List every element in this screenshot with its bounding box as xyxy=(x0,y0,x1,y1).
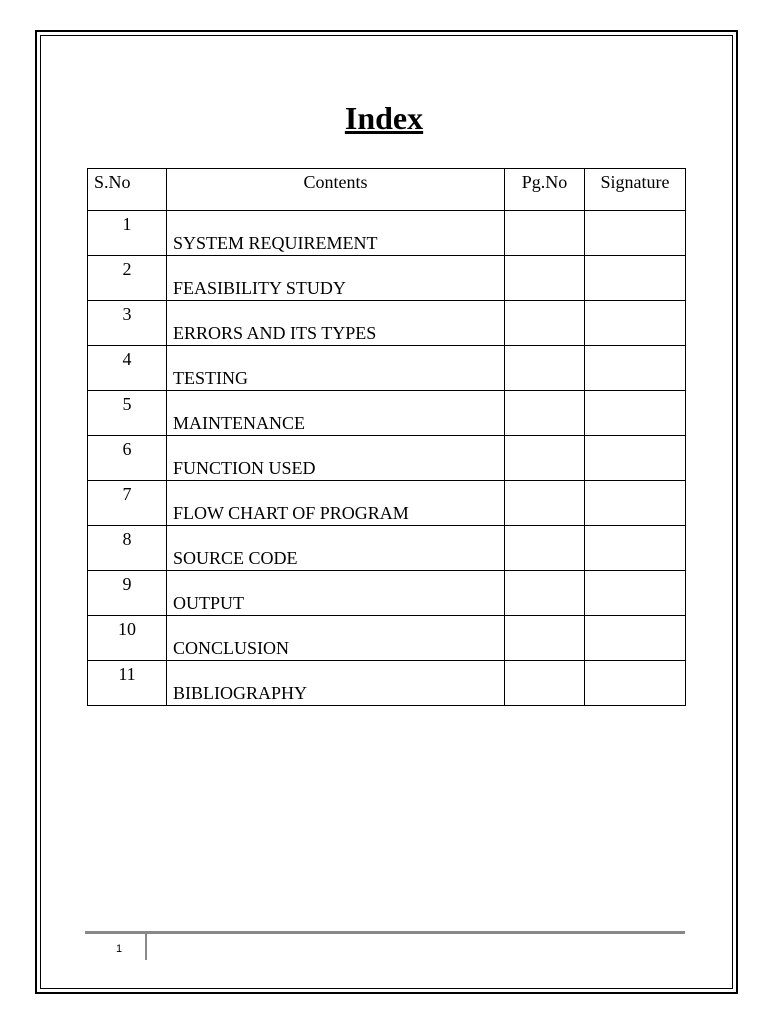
row-pgno xyxy=(505,616,585,661)
table-row xyxy=(88,481,686,526)
row-content: SYSTEM REQUIREMENT xyxy=(167,211,505,256)
row-sno: 11 xyxy=(88,661,167,706)
row-sno: 6 xyxy=(88,436,167,481)
row-signature xyxy=(585,571,686,616)
row-signature xyxy=(585,526,686,571)
row-signature xyxy=(585,616,686,661)
footer-divider xyxy=(145,934,147,960)
row-pgno xyxy=(505,436,585,481)
row-signature xyxy=(585,481,686,526)
table-row xyxy=(88,526,686,571)
table-row xyxy=(88,436,686,481)
row-sno: 8 xyxy=(88,526,167,571)
page-number: 1 xyxy=(116,943,123,955)
row-sno: 7 xyxy=(88,481,167,526)
row-pgno xyxy=(505,391,585,436)
table-row xyxy=(88,571,686,616)
row-content: CONCLUSION xyxy=(167,616,505,661)
table-row xyxy=(88,616,686,661)
row-signature xyxy=(585,211,686,256)
row-signature xyxy=(585,346,686,391)
row-content: ERRORS AND ITS TYPES xyxy=(167,301,505,346)
row-sno: 10 xyxy=(88,616,167,661)
table-row xyxy=(88,256,686,301)
header-sno: S.No xyxy=(88,169,167,211)
row-sno: 4 xyxy=(88,346,167,391)
page-title: Index xyxy=(344,100,424,136)
footer-rule xyxy=(85,931,685,934)
row-pgno xyxy=(505,481,585,526)
row-sno: 5 xyxy=(88,391,167,436)
row-pgno xyxy=(505,256,585,301)
row-pgno xyxy=(505,346,585,391)
row-content: MAINTENANCE xyxy=(167,391,505,436)
table-row xyxy=(88,391,686,436)
row-content: FUNCTION USED xyxy=(167,436,505,481)
row-pgno xyxy=(505,526,585,571)
row-sno: 2 xyxy=(88,256,167,301)
row-content: OUTPUT xyxy=(167,571,505,616)
table-row xyxy=(88,661,686,706)
row-content: SOURCE CODE xyxy=(167,526,505,571)
row-signature xyxy=(585,256,686,301)
row-sno: 1 xyxy=(88,211,167,256)
table-header-row xyxy=(88,169,686,211)
row-signature xyxy=(585,391,686,436)
header-contents: Contents xyxy=(167,169,505,211)
row-pgno xyxy=(505,661,585,706)
row-content: BIBLIOGRAPHY xyxy=(167,661,505,706)
header-pgno: Pg.No xyxy=(505,169,585,211)
row-pgno xyxy=(505,211,585,256)
row-content: FEASIBILITY STUDY xyxy=(167,256,505,301)
row-signature xyxy=(585,301,686,346)
row-sno: 3 xyxy=(88,301,167,346)
row-signature xyxy=(585,661,686,706)
header-signature: Signature xyxy=(585,169,686,211)
index-table xyxy=(87,168,686,706)
row-content: TESTING xyxy=(167,346,505,391)
table-row xyxy=(88,211,686,256)
row-pgno xyxy=(505,301,585,346)
row-sno: 9 xyxy=(88,571,167,616)
table-row xyxy=(88,346,686,391)
row-pgno xyxy=(505,571,585,616)
table-row xyxy=(88,301,686,346)
row-content: FLOW CHART OF PROGRAM xyxy=(167,481,505,526)
row-signature xyxy=(585,436,686,481)
